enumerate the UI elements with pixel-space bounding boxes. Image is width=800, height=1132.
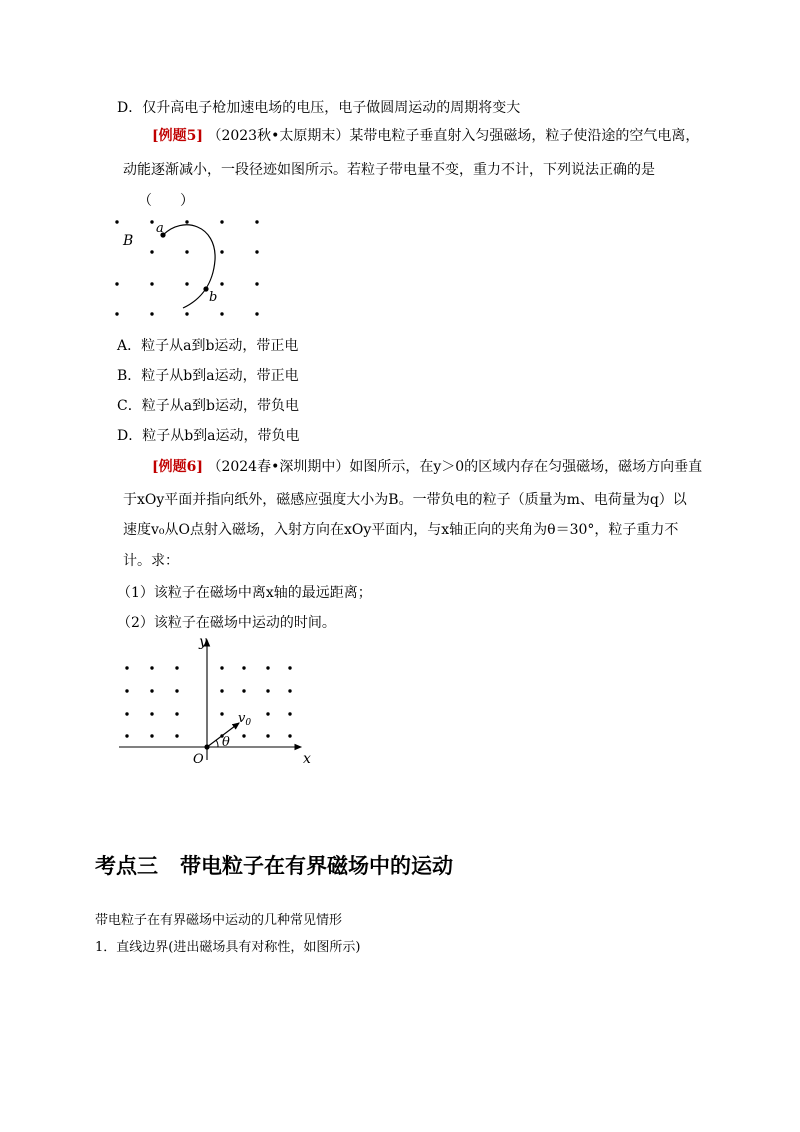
example6-line3: 速度v₀从O点射入磁场，入射方向在xOy平面内，与x轴正向的夹角为θ＝30°，粒子重力不 [123,522,679,538]
velocity-label [238,711,251,728]
velocity-label-v: v [238,711,246,726]
field-label-b: B [123,233,134,249]
theta-label: θ [222,735,230,750]
particle-track [163,225,218,308]
example5-option-c: C．粒子从a到b运动，带负电 [117,398,300,414]
example5-figure [105,210,275,325]
example5-option-d: D．粒子从b到a运动，带负电 [117,428,300,444]
example6-figure [115,632,325,772]
example5-option-b: B．粒子从b到a运动，带正电 [117,368,299,384]
magnetic-field-dots [115,220,258,315]
example5-line1 [152,127,699,145]
section-heading [95,850,453,880]
point-a-label: a [156,221,164,236]
point-b-label: b [209,290,218,305]
example5-answer-blank: （ ） [138,193,194,209]
origin-point [204,744,209,749]
section-title: 带电粒子在有界磁场中的运动 [180,854,453,878]
example5-tag: [例题5] [152,128,203,144]
example6-question1: （1）该粒子在磁场中离x轴的最远距离； [117,585,372,601]
item1-text: 1．直线边界(进出磁场具有对称性，如图所示) [95,940,361,955]
y-axis-label: y [199,634,207,650]
example6-question2: （2）该粒子在磁场中运动的时间。 [117,615,336,631]
example6-line2: 于xOy平面并指向纸外，磁感应强度大小为B。一带负电的粒子（质量为m、电荷量为q）以 [123,492,687,508]
intro-text: 带电粒子在有界磁场中运动的几种常见情形 [95,913,343,928]
example5-line2: 动能逐渐减小，一段径迹如图所示。若粒子带电量不变，重力不计，下列说法正确的是 [123,162,655,178]
field-dots [125,666,291,737]
option-d-top: D．仅升高电子枪加速电场的电压，电子做圆周运动的周期将变大 [117,100,521,116]
example6-line1 [152,458,702,476]
section-number: 考点三 [95,854,158,878]
example6-source: （2024春•深圳期中） [207,459,350,475]
velocity-label-sub: 0 [245,718,252,728]
example5-option-a: A．粒子从a到b运动，带正电 [117,338,299,354]
example6-line4: 计。求： [123,553,179,569]
point-b [203,286,208,291]
theta-arc [216,740,218,747]
x-axis-label: x [303,751,311,767]
example6-text1: 如图所示，在y＞0的区域内存在匀强磁场，磁场方向垂直 [349,459,703,475]
origin-label: O [193,752,204,767]
example6-tag: [例题6] [152,459,203,475]
example5-text1: 某带电粒子垂直射入匀强磁场，粒子使沿途的空气电离， [349,128,700,144]
example5-source: （2023秋•太原期末） [207,128,350,144]
